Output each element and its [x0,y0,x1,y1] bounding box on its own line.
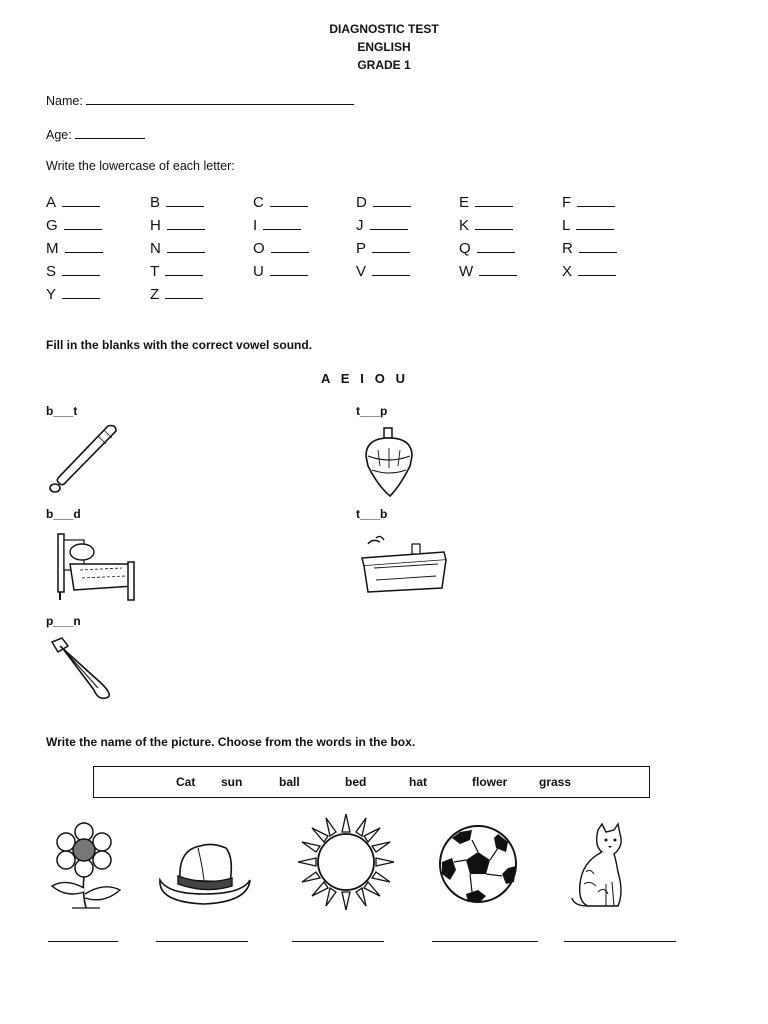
section2-instruction: Fill in the blanks with the correct vowel sound. [46,338,313,352]
letter-item-c [253,194,308,211]
letter-label: A [46,194,57,211]
hat-icon [156,836,252,910]
letter-label: S [46,263,57,280]
letter-item-e [459,194,513,211]
name-label: Name: [46,94,83,108]
ball-icon [436,822,520,908]
answer-line-hat[interactable] [156,940,248,942]
name-row [46,93,354,108]
letter-item-u [253,263,308,280]
cat-icon [568,822,638,912]
letter-label: T [150,263,160,280]
letter-answer-blank[interactable] [167,228,205,230]
name-field[interactable] [86,93,354,105]
letter-item-i [253,217,301,234]
spinning-top-icon [360,426,418,502]
letter-label: W [459,263,474,280]
letter-item-h [150,217,205,234]
age-label: Age: [46,128,72,142]
letter-item-x [562,263,616,280]
section1-instruction: Write the lowercase of each letter: [46,159,235,173]
bat-icon [46,420,121,496]
letter-answer-blank[interactable] [475,205,513,207]
sun-icon [296,812,396,912]
letter-item-n [150,240,205,257]
letter-answer-blank[interactable] [373,205,411,207]
letter-answer-blank[interactable] [578,274,616,276]
letter-item-y [46,286,100,303]
letter-answer-blank[interactable] [62,297,100,299]
letter-label: R [562,240,573,257]
letter-answer-blank[interactable] [270,205,308,207]
vowel-item-2-word: t___p [356,404,388,418]
letter-label: D [356,194,367,211]
subject-title: ENGLISH [357,40,411,54]
bed-icon [50,526,140,606]
word-box [93,766,650,798]
section3-instruction: Write the name of the picture. Choose from the words in the box. [46,735,416,749]
letter-answer-blank[interactable] [263,228,301,230]
age-row [46,127,145,142]
letter-item-a [46,194,100,211]
letter-label: U [253,263,264,280]
letter-item-s [46,263,100,280]
letter-label: O [253,240,265,257]
word-grass: grass [539,775,572,789]
letter-item-z [150,286,203,303]
letter-label: H [150,217,161,234]
letter-item-j [356,217,408,234]
letter-answer-blank[interactable] [372,251,410,253]
letter-item-k [459,217,513,234]
word-sun: sun [221,775,243,789]
letter-item-f [562,194,615,211]
word-cat: Cat [176,775,196,789]
safety-pin-icon [46,634,118,700]
letter-label: M [46,240,59,257]
letter-answer-blank[interactable] [165,297,203,299]
word-hat: hat [409,775,427,789]
test-title: DIAGNOSTIC TEST [329,22,439,36]
letter-label: V [356,263,367,280]
grade-title: GRADE 1 [357,58,411,72]
letter-label: B [150,194,161,211]
answer-line-flower[interactable] [48,940,118,942]
letter-label: Z [150,286,160,303]
letter-item-v [356,263,410,280]
letter-answer-blank[interactable] [167,251,205,253]
letter-label: N [150,240,161,257]
letter-label: P [356,240,367,257]
letter-item-p [356,240,410,257]
answer-line-cat[interactable] [564,940,676,942]
letter-item-b [150,194,204,211]
flower-icon [44,822,124,910]
vowel-item-3-word: b___d [46,507,81,521]
letter-item-w [459,263,517,280]
vowel-item-5-word: p___n [46,614,81,628]
letter-item-d [356,194,411,211]
word-ball: ball [279,775,300,789]
vowel-item-4-word: t___b [356,507,388,521]
letter-answer-blank[interactable] [479,274,517,276]
letter-answer-blank[interactable] [577,205,615,207]
letter-answer-blank[interactable] [477,251,515,253]
letter-answer-blank[interactable] [579,251,617,253]
age-field[interactable] [75,127,145,139]
letter-label: L [562,217,571,234]
letter-item-t [150,263,203,280]
letter-label: E [459,194,470,211]
letter-answer-blank[interactable] [62,205,100,207]
letter-label: C [253,194,264,211]
letter-label: G [46,217,58,234]
letter-label: I [253,217,258,234]
letter-label: J [356,217,364,234]
letter-answer-blank[interactable] [166,205,204,207]
letter-item-r [562,240,617,257]
letter-answer-blank[interactable] [271,251,309,253]
letter-answer-blank[interactable] [165,274,203,276]
letter-answer-blank[interactable] [270,274,308,276]
word-flower: flower [472,775,508,789]
letter-item-g [46,217,102,234]
letter-label: X [562,263,573,280]
bathtub-icon [358,530,450,600]
answer-line-sun[interactable] [292,940,384,942]
letter-label: F [562,194,572,211]
answer-line-ball[interactable] [432,940,538,942]
vowel-item-1-word: b___t [46,404,78,418]
letter-label: K [459,217,470,234]
letter-item-q [459,240,515,257]
letter-answer-blank[interactable] [372,274,410,276]
word-bed: bed [345,775,367,789]
vowel-list: A E I O U [321,371,406,386]
letter-answer-blank[interactable] [370,228,408,230]
letter-item-m [46,240,103,257]
letter-label: Q [459,240,471,257]
letter-answer-blank[interactable] [65,251,103,253]
letter-label: Y [46,286,57,303]
letter-item-o [253,240,309,257]
letter-answer-blank[interactable] [576,228,614,230]
letter-answer-blank[interactable] [64,228,102,230]
letter-answer-blank[interactable] [62,274,100,276]
letter-answer-blank[interactable] [475,228,513,230]
letter-item-l [562,217,614,234]
